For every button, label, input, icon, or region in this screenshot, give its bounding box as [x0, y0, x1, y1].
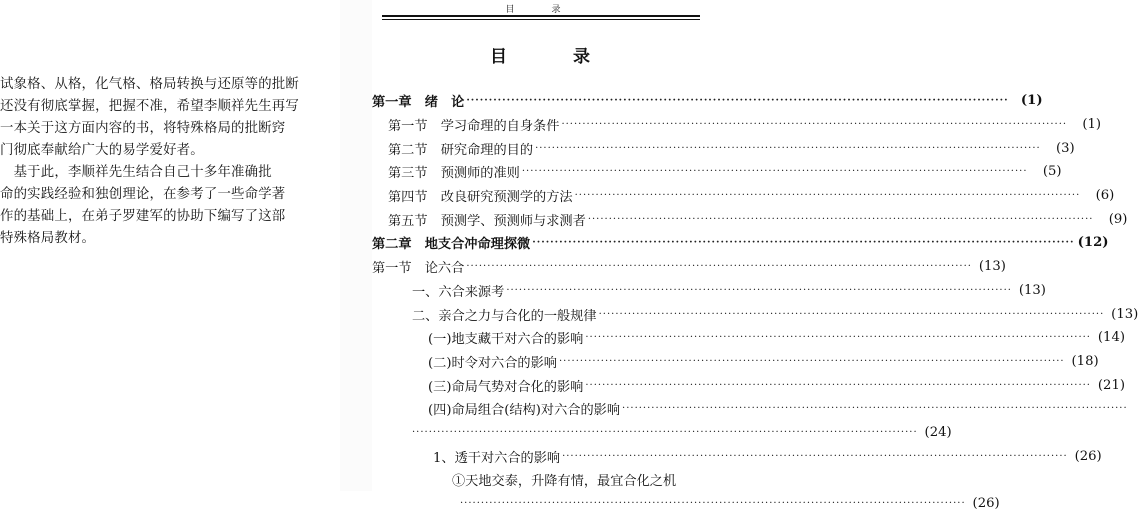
- running-head: 目 录: [505, 5, 575, 15]
- toc-entry: [372, 184, 1115, 208]
- text-line: 门彻底奉献给广大的易学爱好者。: [0, 143, 204, 158]
- toc-label: (一)地支藏干对六合的影响: [428, 332, 584, 348]
- toc-page: (9): [1108, 211, 1128, 227]
- leader-dots: [522, 166, 1028, 177]
- leader-dots: [585, 332, 1091, 343]
- toc-page: (26): [1074, 448, 1102, 464]
- toc-entry: [372, 397, 702, 421]
- toc-label: (四)命局组合(结构)对六合的影响: [428, 403, 621, 419]
- text-line: 命的实践经验和独创理论，在参考了一些命学著: [0, 187, 286, 202]
- toc-label: 第一章 绪 论: [372, 95, 465, 111]
- leader-dots: [575, 190, 1081, 201]
- leader-dots: [562, 451, 1068, 462]
- toc-label: 第五节 预测学、预测师与求测者: [388, 213, 586, 229]
- leader-dots: [460, 498, 966, 509]
- text-line: 基于此，李顺祥先生结合自己十多年准确批: [0, 165, 272, 180]
- toc-page: (12): [1077, 235, 1109, 251]
- toc-page: (1): [1020, 93, 1043, 109]
- leader-dots: [599, 309, 1105, 320]
- toc-page: (1): [1082, 117, 1102, 133]
- text-line: 还没有彻底掌握，把握不准，希望李顺祥先生再写: [0, 99, 299, 114]
- header-rule: [382, 15, 700, 17]
- leader-dots: [559, 356, 1065, 367]
- book-gutter: [340, 0, 372, 491]
- toc-entry: [372, 492, 1000, 515]
- toc-page: (6): [1095, 188, 1115, 204]
- right-page: [372, 0, 1138, 512]
- toc-page: (18): [1071, 353, 1099, 369]
- toc-page: (13): [1018, 282, 1046, 298]
- toc-entry: [372, 207, 1128, 231]
- toc-label: 第二节 研究命理的目的: [388, 142, 534, 158]
- toc-label: 一、六合来源考: [412, 284, 505, 300]
- leader-dots: [532, 237, 1074, 248]
- leader-dots: [561, 119, 1067, 130]
- toc-entry: [372, 350, 1099, 374]
- toc-label: 第一节 论六合: [372, 261, 465, 277]
- toc-label: 1、透干对六合的影响: [433, 450, 561, 466]
- toc-entry: [372, 421, 952, 445]
- text-line: 作的基础上，在弟子罗建军的协助下编写了这部: [0, 209, 286, 224]
- leader-dots: [588, 214, 1094, 225]
- leader-dots: [412, 427, 918, 438]
- toc-page: (14): [1097, 330, 1125, 346]
- toc-page: (26): [972, 496, 1000, 512]
- toc-title: 目 录: [490, 47, 620, 67]
- toc-label: 第二章 地支合冲命理探微: [372, 237, 531, 253]
- toc-entry: [372, 113, 1102, 137]
- text-line: 一本关于这方面内容的书，将特殊格局的批断窍: [0, 121, 286, 136]
- leader-dots: [585, 380, 1091, 391]
- toc-label: 第一节 学习命理的自身条件: [388, 119, 560, 135]
- toc-entry: [372, 444, 1102, 468]
- toc-label: (二)时令对六合的影响: [428, 355, 557, 371]
- leader-dots: [622, 403, 1128, 414]
- toc-entry: [372, 373, 1125, 397]
- left-paragraph-2: [0, 162, 285, 250]
- text-line: 特殊格局教材。: [0, 231, 96, 246]
- toc-entry: [372, 468, 702, 492]
- toc-entry: [372, 302, 1138, 326]
- leader-dots: [466, 261, 972, 272]
- toc-entry: [372, 160, 1062, 184]
- text-line: 试象格、从格，化气格、格局转换与还原等的批断: [0, 77, 299, 92]
- toc-page: (13): [1111, 306, 1138, 322]
- toc-label: ①天地交泰，升降有情，最宜合化之机: [452, 474, 677, 490]
- table-of-contents: [372, 89, 1138, 515]
- toc-label: 第三节 预测师的准则: [388, 166, 520, 182]
- toc-page: (3): [1056, 140, 1075, 156]
- toc-entry: [372, 136, 1075, 160]
- toc-label: 第四节 改良研究预测学的方法: [388, 190, 573, 206]
- left-page: [0, 0, 340, 491]
- toc-label: 二、亲合之力与合化的一般规律: [412, 308, 597, 324]
- toc-entry: [372, 89, 1043, 113]
- header-rule-thin: [382, 19, 700, 20]
- leader-dots: [466, 95, 1008, 106]
- toc-entry: [372, 231, 1109, 255]
- toc-entry: [372, 279, 1046, 303]
- toc-page: (5): [1042, 164, 1062, 180]
- toc-entry: [372, 255, 1006, 279]
- leader-dots: [535, 143, 1041, 154]
- left-paragraph-1: [0, 74, 299, 162]
- toc-entry: [372, 326, 1125, 350]
- toc-page: (24): [924, 424, 952, 440]
- toc-page: (13): [978, 259, 1006, 275]
- leader-dots: [506, 285, 1012, 296]
- toc-page: (21): [1097, 377, 1125, 393]
- toc-label: (三)命局气势对合化的影响: [428, 379, 584, 395]
